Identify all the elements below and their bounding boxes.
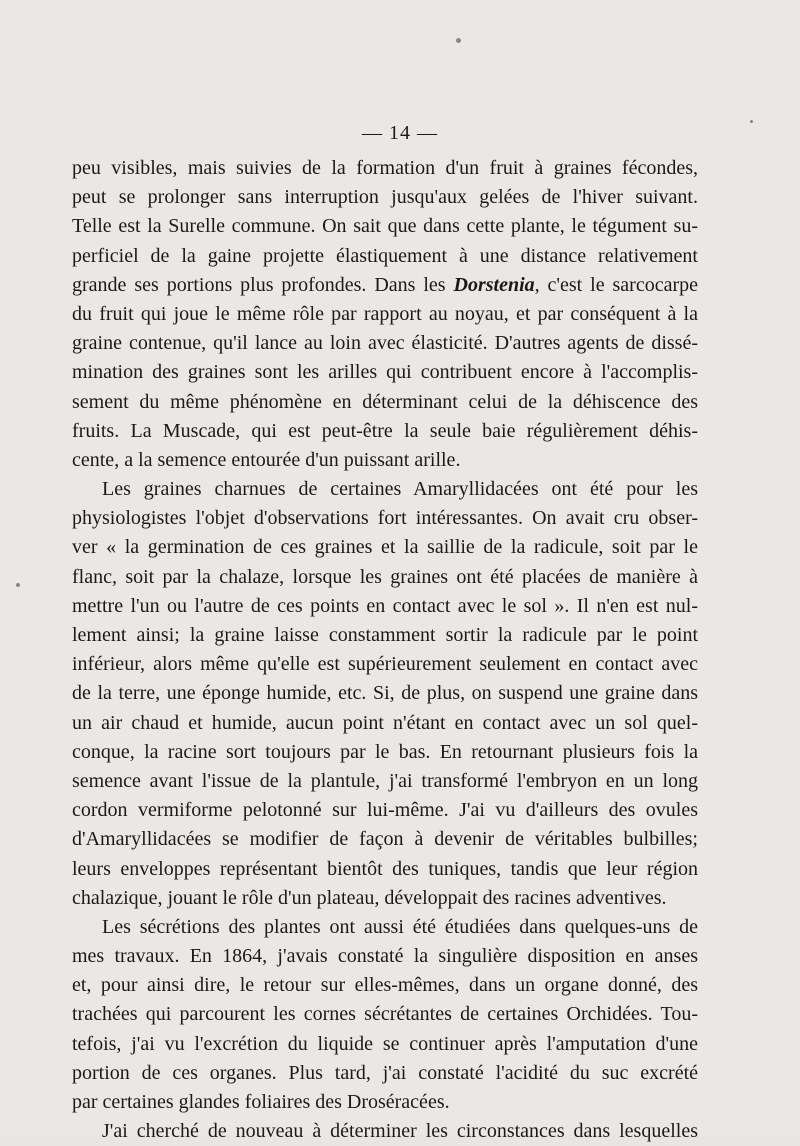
text-line: physiologistes l'objet d'observations fort intéressantes. On avait cru obser- bbox=[72, 507, 698, 530]
text-line: peut se prolonger sans interruption jusqu'aux gelées de l'hiver suivant. bbox=[72, 186, 698, 209]
text-line: J'ai cherché de nouveau à déterminer les circonstances dans lesquelles bbox=[102, 1120, 698, 1143]
text-line: portion de ces organes. Plus tard, j'ai constaté l'acidité du suc excrété bbox=[72, 1061, 698, 1084]
text-line: cordon vermiforme pelotonné sur lui-même. J'ai vu d'ailleurs des ovules bbox=[72, 799, 698, 822]
text-line: chalazique, jouant le rôle d'un plateau, développait des racines adventives. bbox=[72, 886, 667, 909]
paper-speck bbox=[456, 38, 461, 43]
text-line: fruits. La Muscade, qui est peut-être la seule baie régulièrement déhis- bbox=[72, 419, 698, 442]
page-number: — 14 — bbox=[362, 122, 438, 144]
text-line: un air chaud et humide, aucun point n'étant en contact avec un sol quel- bbox=[72, 711, 698, 734]
text-line: et, pour ainsi dire, le retour sur elles-mêmes, dans un organe donné, des bbox=[72, 974, 698, 997]
text-line: du fruit qui joue le même rôle par rapport au noyau, et par conséquent à la bbox=[72, 302, 698, 325]
text-line: Les graines charnues de certaines Amaryllidacées ont été pour les bbox=[102, 478, 698, 501]
text-line: graine contenue, qu'il lance au loin avec élasticité. D'autres agents de dissé- bbox=[72, 332, 698, 355]
text-line: conque, la racine sort toujours par le bas. En retournant plusieurs fois la bbox=[72, 740, 698, 763]
text-line: d'Amaryllidacées se modifier de façon à devenir de véritables bulbilles; bbox=[72, 828, 698, 851]
text-line: mes travaux. En 1864, j'avais constaté la singulière disposition en anses bbox=[72, 945, 698, 968]
text-line: inférieur, alors même qu'elle est supérieurement seulement en contact avec bbox=[72, 653, 698, 676]
text-line: flanc, soit par la chalaze, lorsque les graines ont été placées de manière à bbox=[72, 565, 698, 588]
body-text bbox=[72, 154, 698, 1146]
italic-genus-name: Dorstenia bbox=[453, 273, 535, 296]
text-line: trachées qui parcourent les cornes sécrétantes de certaines Orchidées. Tou- bbox=[72, 1003, 698, 1026]
text-line: Les sécrétions des plantes ont aussi été étudiées dans quelques-uns de bbox=[102, 915, 698, 938]
text-line: lement ainsi; la graine laisse constamment sortir la radicule par le point bbox=[72, 624, 698, 646]
text-line: perficiel de la gaine projette élastiquement à une distance relativement bbox=[72, 244, 698, 267]
text-line: tefois, j'ai vu l'excrétion du liquide se continuer après l'amputation d'une bbox=[72, 1032, 698, 1055]
text-line: leurs enveloppes représentant bientôt des tuniques, tandis que leur région bbox=[72, 857, 698, 880]
text-line: mination des graines sont les arilles qui contribuent encore à l'accomplis- bbox=[72, 361, 698, 384]
text-line: mettre l'un ou l'autre de ces points en contact avec le sol ». Il n'en est nul- bbox=[72, 594, 698, 617]
text-line: sement du même phénomène en déterminant celui de la déhiscence des bbox=[72, 390, 698, 413]
text-line: semence avant l'issue de la plantule, j'ai transformé l'embryon en un long bbox=[72, 769, 698, 792]
text-line: de la terre, une éponge humide, etc. Si, de plus, on suspend une graine dans bbox=[72, 682, 698, 705]
paper-speck bbox=[16, 583, 20, 587]
text-line: par certaines glandes foliaires des Droséracées. bbox=[72, 1091, 450, 1113]
text-line: cente, a la semence entourée d'un puissant arille. bbox=[72, 448, 461, 471]
text-line: peu visibles, mais suivies de la formation d'un fruit à graines fécondes, bbox=[72, 157, 698, 179]
text-line: grande ses portions plus profondes. Dans les Dorstenia, c'est le sarcocarpe bbox=[72, 273, 699, 296]
text-line: ver « la germination de ces graines et la saillie de la radicule, soit par le bbox=[72, 536, 698, 559]
text-line: Telle est la Surelle commune. On sait que dans cette plante, le tégument su- bbox=[72, 215, 698, 238]
